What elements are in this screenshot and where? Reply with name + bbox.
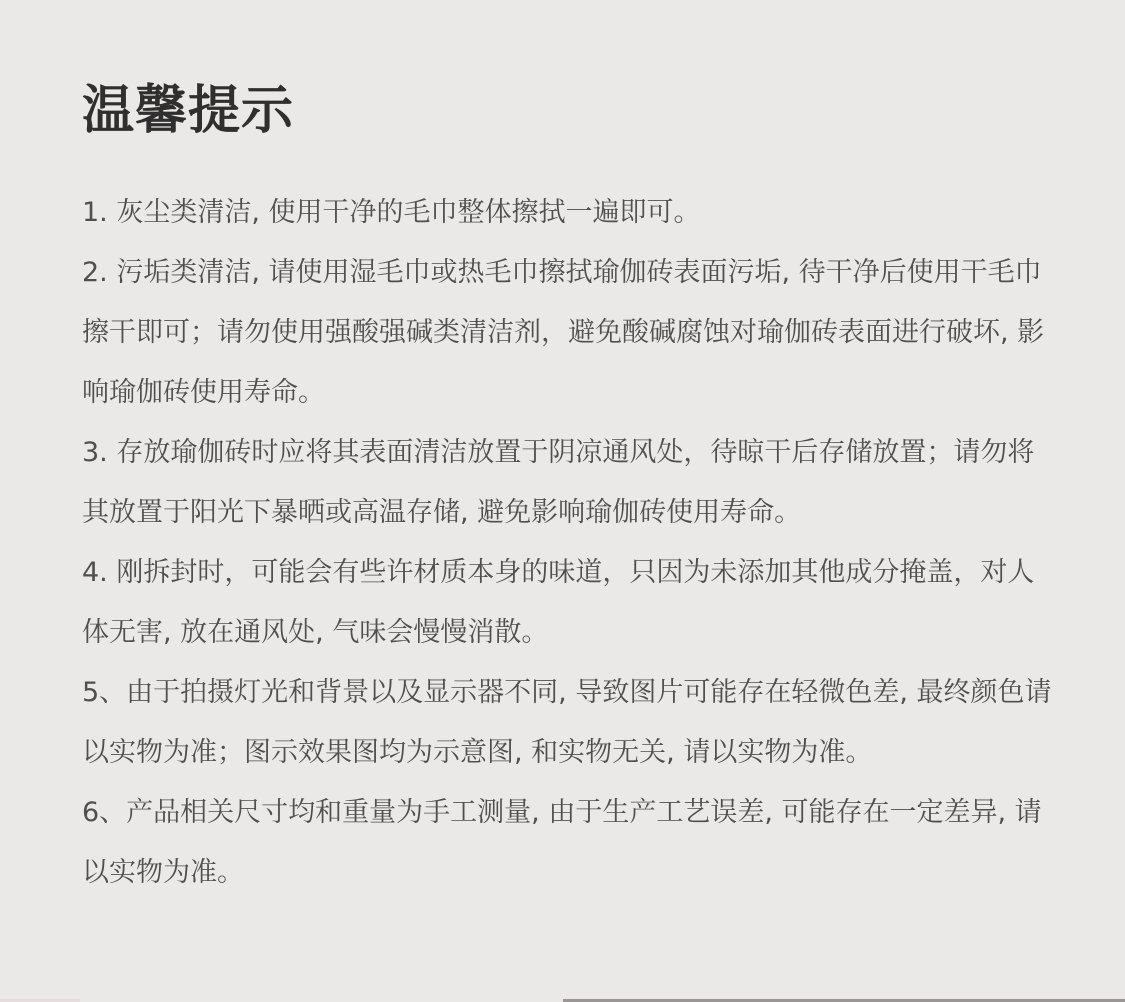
tip-item-2: 2. 污垢类清洁, 请使用湿毛巾或热毛巾擦拭瑜伽砖表面污垢, 待干净后使用干毛巾擦干即可；请勿使用强酸强碱类清洁剂，避免酸碱腐蚀对瑜伽砖表面进行破坏, 影响瑜伽砖使用寿命。 [82, 257, 1045, 408]
tip-item-6: 6、产品相关尺寸均和重量为手工测量, 由于生产工艺误差, 可能存在一定差异, 请以实物为准。 [82, 797, 1042, 888]
tip-item-1: 1. 灰尘类清洁, 使用干净的毛巾整体擦拭一遍即可。 [82, 197, 701, 228]
tip-item-4: 4. 刚拆封时，可能会有些许材质本身的味道，只因为未添加其他成分掩盖，对人体无害, 放在通风处, 气味会慢慢消散。 [82, 557, 1035, 648]
page-title: 温馨提示 [82, 81, 295, 141]
tip-item-3: 3. 存放瑜伽砖时应将其表面清洁放置于阴凉通风处，待晾干后存储放置；请勿将其放置于阳光下暴晒或高温存储, 避免影响瑜伽砖使用寿命。 [82, 437, 1035, 528]
tip-item-5: 5、由于拍摄灯光和背景以及显示器不同, 导致图片可能存在轻微色差, 最终颜色请以实物为准；图示效果图均为示意图, 和实物无关, 请以实物为准。 [82, 677, 1052, 768]
tips-list [82, 183, 1057, 903]
